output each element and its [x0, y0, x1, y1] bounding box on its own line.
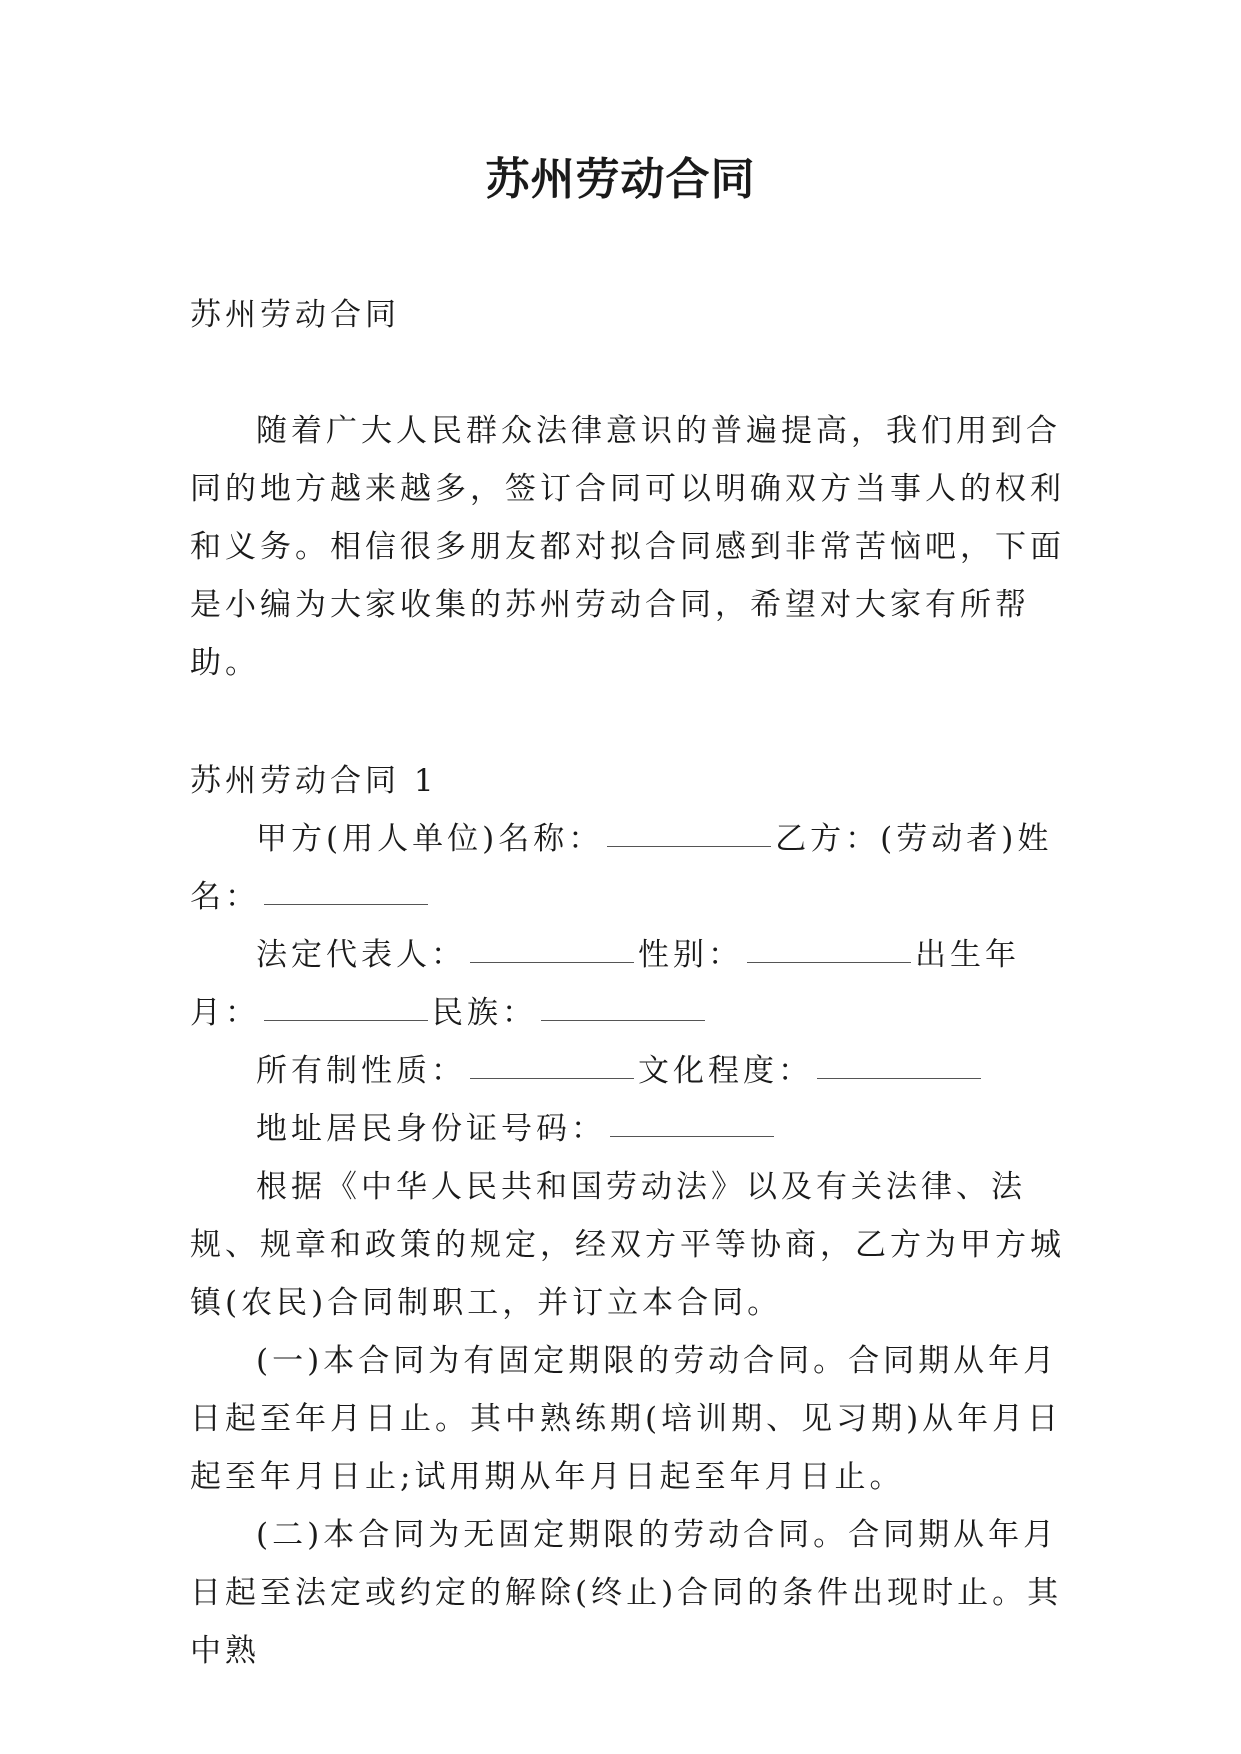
- birth-blank[interactable]: [264, 1019, 428, 1021]
- open-term-paragraph: (二)本合同为无固定期限的劳动合同。合同期从年月日起至法定或约定的解除(终止)合同的条件出现时止。其中熟: [190, 1517, 1063, 1669]
- ethnicity-blank[interactable]: [541, 1019, 705, 1021]
- birth-label: 出生年月：: [190, 937, 1020, 1031]
- address-id-blank[interactable]: [610, 1135, 774, 1137]
- education-label: 文化程度：: [638, 1053, 813, 1089]
- section-heading: 苏州劳动合同 1: [190, 763, 438, 799]
- address-id-label: 地址居民身份证号码：: [256, 1111, 606, 1147]
- party-b-name-label: 乙方：(劳动者)姓名：: [190, 821, 1053, 915]
- document-body: [190, 286, 1070, 1680]
- address-fields: [190, 1100, 1070, 1158]
- fixed-term-paragraph: (一)本合同为有固定期限的劳动合同。合同期从年月日起至年月日止。其中熟练期(培训期、见习期)从年月日起至年月日止;试用期从年月日起至年月日止。: [190, 1343, 1063, 1495]
- ownership-blank[interactable]: [470, 1077, 634, 1079]
- legal-rep-blank[interactable]: [470, 961, 634, 963]
- rep-fields: [190, 926, 1070, 1042]
- party-fields: [190, 810, 1070, 926]
- party-a-name-blank[interactable]: [607, 845, 771, 847]
- party-a-name-label: 甲方(用人单位)名称：: [256, 821, 604, 857]
- document-subtitle: 苏州劳动合同: [190, 297, 400, 333]
- ownership-fields: [190, 1042, 1070, 1100]
- legal-basis-paragraph: 根据《中华人民共和国劳动法》以及有关法律、法规、规章和政策的规定，经双方平等协商，乙方为甲方城镇(农民)合同制职工，并订立本合同。: [190, 1169, 1065, 1321]
- document-title: 苏州劳动合同: [485, 154, 756, 205]
- ownership-label: 所有制性质：: [256, 1053, 466, 1089]
- gender-label: 性别：: [638, 937, 743, 973]
- education-blank[interactable]: [817, 1077, 981, 1079]
- intro-paragraph: 随着广大人民群众法律意识的普遍提高，我们用到合同的地方越来越多，签订合同可以明确双方当事人的权利和义务。相信很多朋友都对拟合同感到非常苦恼吧，下面是小编为大家收集的苏州劳动合同，希望对大家有所帮助。: [190, 413, 1065, 681]
- party-b-name-blank[interactable]: [264, 903, 428, 905]
- ethnicity-label: 民族：: [432, 995, 537, 1031]
- legal-rep-label: 法定代表人：: [256, 937, 466, 973]
- gender-blank[interactable]: [747, 961, 911, 963]
